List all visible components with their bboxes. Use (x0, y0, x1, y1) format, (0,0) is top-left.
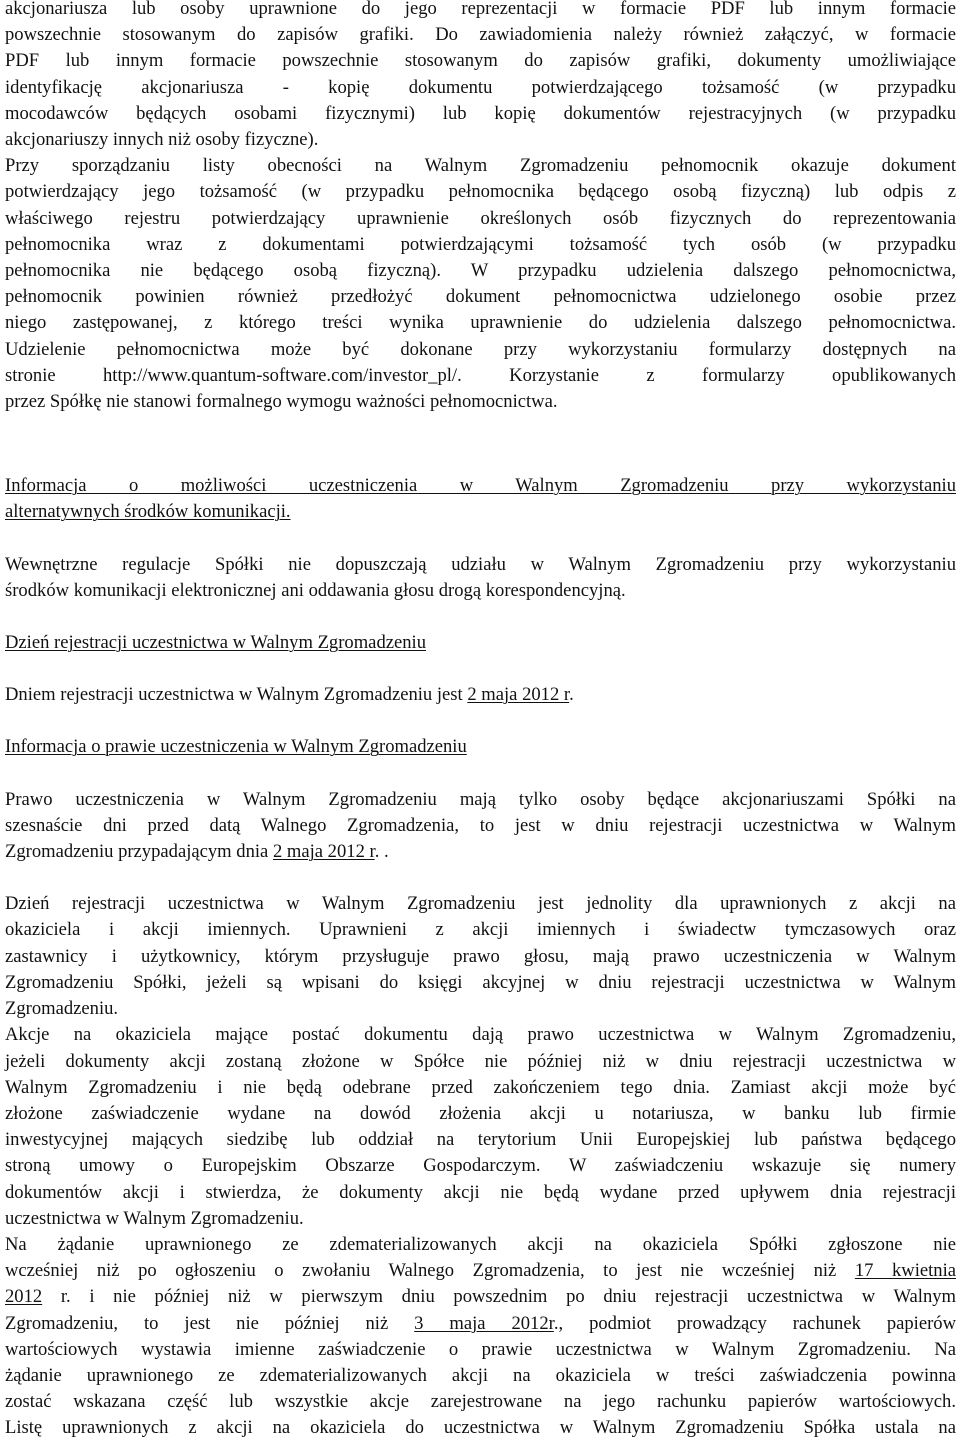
paragraph-uniform-registration-day (5, 891, 956, 1022)
text-line: pełnomocnika nie będącego osobą fizyczną). W przypadku udzielenia dalszego pełnomocnictwa, (5, 260, 956, 282)
text-line: Wewnętrzne regulacje Spółki nie dopuszczają udziału w Walnym Zgromadzeniu przy wykorzystaniu (5, 553, 956, 575)
text-span: ., podmiot prowadzący rachunek papierów (553, 1312, 957, 1334)
text-span: Zgromadzeniu przypadającym dnia (5, 841, 273, 863)
document-page (5, 0, 956, 1442)
text-line: Akcje na okaziciela mające postać dokumentu dają prawo uczestnictwa w Walnym Zgromadzeniu, (5, 1024, 956, 1046)
text-line: jeżeli dokumenty akcji zostaną złożone w Spółce nie później niż w dniu rejestracji uczestnictwa w (5, 1050, 956, 1072)
text-line: Walnym Zgromadzeniu i nie będą odebrane przed zakończeniem tego dnia. Zamiast akcji może być (5, 1076, 956, 1098)
heading-line: Dzień rejestracji uczestnictwa w Walnym Zgromadzeniu (5, 632, 427, 654)
text-line: okaziciela i akcji imiennych. Uprawnieni z akcji imiennych i świadectw tymczasowych oraz (5, 919, 956, 941)
text-line: Dzień rejestracji uczestnictwa w Walnym Zgromadzeniu jest jednolity dla uprawnionych z akcji na (5, 893, 956, 915)
paragraph-internal-regulations (5, 552, 956, 604)
text-line: żądanie uprawnionego ze zdematerializowanych akcji na okaziciela w treści zaświadczenia powinna (5, 1364, 956, 1386)
text-line: przez Spółkę nie stanowi formalnego wymogu ważności pełnomocnictwa. (5, 391, 558, 413)
text-line: akcjonariusza lub osoby uprawnione do jego reprezentacji w formacie PDF lub innym formacie (5, 0, 956, 19)
paragraph-dematerialized-shares (5, 1232, 956, 1442)
request-start-date: 17 kwietnia (854, 1260, 956, 1282)
paragraph-participation-right (5, 787, 956, 866)
text-span: wcześniej niż po ogłoszeniu o zwołaniu Walnego Zgromadzenia, to jest nie wcześniej niż (5, 1260, 855, 1282)
request-start-date: 2012 (5, 1286, 43, 1308)
text-span: . (569, 684, 574, 706)
text-line (5, 682, 956, 708)
paragraph-notification-formats (5, 0, 956, 153)
text-line: pełnomocnik powinien również przedłożyć dokument pełnomocnictwa udzielonego osobie przez (5, 286, 956, 308)
text-line: Udzielenie pełnomocnictwa może być dokonane przy wykorzystaniu formularzy dostępnych na (5, 338, 956, 360)
text-span: Dniem rejestracji uczestnictwa w Walnym Zgromadzeniu jest (5, 684, 468, 706)
text-line: wartościowych wystawia imienne zaświadczenie o prawie uczestnictwa w Walnym Zgromadzeniu. Na (5, 1338, 956, 1360)
paragraph-registration-date (5, 682, 956, 708)
text-line: Prawo uczestniczenia w Walnym Zgromadzeniu mają tylko osoby będące akcjonariuszami Spółki na (5, 788, 956, 810)
text-line: zostać wskazana część lub wszystkie akcje zarejestrowane na jego rachunku papierów wartościowych. (5, 1391, 956, 1413)
request-end-date: 3 maja 2012r (414, 1312, 554, 1334)
text-span: r. i nie później niż w pierwszym dniu powszednim po dniu rejestracji uczestnictwa w Walnym (42, 1286, 956, 1308)
text-line: PDF lub innym formacie powszechnie stosowanym do zapisów grafiki, dokumenty umożliwiające (5, 50, 956, 72)
registration-date: 2 maja 2012 r (467, 684, 570, 706)
text-line: Listę uprawnionych z akcji na okaziciela do uczestnictwa w Walnym Zgromadzeniu Spółka ustala na (5, 1417, 956, 1439)
heading-line: Informacja o możliwości uczestniczenia w Walnym Zgromadzeniu przy wykorzystaniu (5, 475, 956, 497)
text-line: środków komunikacji elektronicznej ani oddawania głosu drogą korespondencyjną. (5, 579, 626, 601)
heading-registration-day (5, 630, 956, 656)
heading-right-to-participate (5, 734, 956, 760)
text-line (5, 1311, 956, 1337)
text-span: . . (374, 841, 389, 863)
text-line (5, 1284, 956, 1310)
text-line: dokumentów akcji i stwierdza, że dokumenty akcji nie będą wydane przed upływem dnia rejestracji (5, 1181, 956, 1203)
heading-alternative-communication (5, 473, 956, 525)
text-line: powszechnie stosowanym do zapisów grafiki. Do zawiadomienia należy również załączyć, w formacie (5, 24, 956, 46)
text-line: stroną umowy o Europejskim Obszarze Gospodarczym. W zaświadczeniu wskazuje się numery (5, 1155, 956, 1177)
text-span: Zgromadzeniu, to jest nie później niż (5, 1312, 415, 1334)
text-line (5, 839, 956, 865)
heading-line: Informacja o prawie uczestniczenia w Walnym Zgromadzeniu (5, 736, 467, 758)
text-line: właściwego rejestru potwierdzający uprawnienie określonych osób fizycznych do reprezentowania (5, 207, 956, 229)
paragraph-bearer-shares (5, 1022, 956, 1232)
text-line: Na żądanie uprawnionego ze zdematerializowanych akcji na okaziciela Spółki zgłoszone nie (5, 1233, 956, 1255)
text-line: identyfikację akcjonariusza - kopię dokumentu potwierdzającego tożsamość (w przypadku (5, 76, 956, 98)
text-line: akcjonariuszy innych niż osoby fizyczne). (5, 129, 319, 151)
text-line (5, 1258, 956, 1284)
text-line: Zgromadzeniu Spółki, jeżeli są wpisani do księgi akcyjnej w dniu rejestracji uczestnictwa w Walnym (5, 971, 956, 993)
text-line: uczestnictwa w Walnym Zgromadzeniu. (5, 1207, 304, 1229)
text-line: potwierdzający jego tożsamość (w przypadku pełnomocnika będącego osobą fizyczną) lub odpis z (5, 181, 956, 203)
text-line: zastawnicy i użytkownicy, którym przysługuje prawo głosu, mają prawo uczestniczenia w Walnym (5, 945, 956, 967)
text-line: złożone zaświadczenie wydane na dowód złożenia akcji u notariusza, w banku lub firmie (5, 1102, 956, 1124)
registration-date: 2 maja 2012 r (272, 841, 375, 863)
text-line: Przy sporządzaniu listy obecności na Walnym Zgromadzeniu pełnomocnik okazuje dokument (5, 155, 956, 177)
text-line: pełnomocnika wraz z dokumentami potwierdzającymi tożsamość tych osób (w przypadku (5, 233, 956, 255)
paragraph-attendance-list (5, 153, 956, 415)
text-line: Zgromadzeniu. (5, 998, 119, 1020)
text-line: szesnaście dni przed datą Walnego Zgromadzenia, to jest w dniu rejestracji uczestnictwa w Walnym (5, 814, 956, 836)
text-line: mocodawców będących osobami fizycznymi) lub kopię dokumentów rejestracyjnych (w przypadku (5, 102, 956, 124)
text-line: inwestycyjnej mających siedzibę lub oddział na terytorium Unii Europejskiej lub państwa będącego (5, 1129, 956, 1151)
text-line: stronie http://www.quantum-software.com/investor_pl/. Korzystanie z formularzy opublikowanych (5, 364, 956, 386)
text-line: niego zastępowanej, z którego treści wynika uprawnienie do udzielenia dalszego pełnomocnictwa. (5, 312, 956, 334)
heading-line: alternatywnych środków komunikacji. (5, 501, 291, 523)
